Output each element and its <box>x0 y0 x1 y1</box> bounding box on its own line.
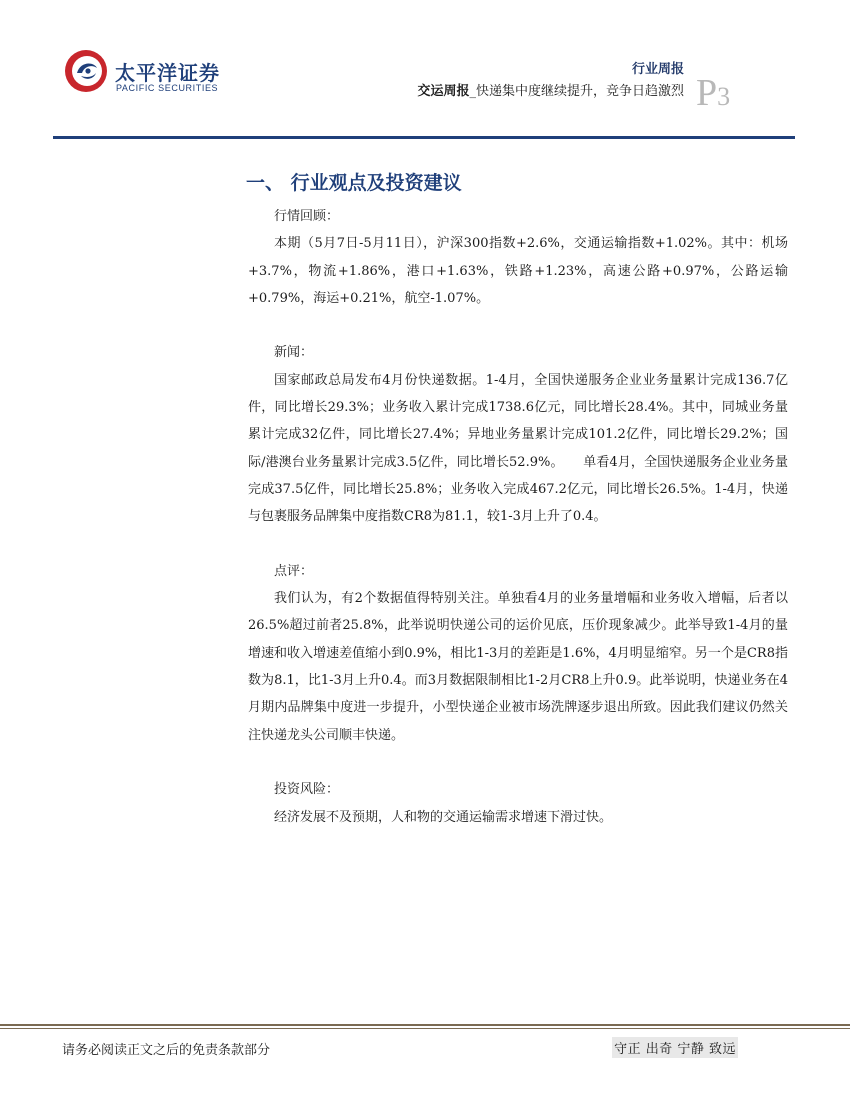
footer-disclaimer: 请务必阅读正文之后的免责条款部分 <box>62 1043 271 1058</box>
logo-chinese-name: 太平洋证券 <box>115 61 220 85</box>
company-logo <box>60 46 240 96</box>
footer-motto: 守正 出奇 宁静 致远 <box>612 1037 738 1058</box>
report-category: 行业周报 <box>631 62 684 77</box>
comment-text: 我们认为，有2个数据值得特别关注。单独看4月的业务量增幅和业务收入增幅，后者以26.5%超过前者25.8%，此举说明快递公司的运价见底，压价现象减少。此举导致1-4月的量增速和收入增速差值缩小到0.9%，相比1-3月的差距是1.6%，4月明显缩窄。另一个是CR8指数为8.1，比1-3月上升0.4。而3月数据限制相比1-2月CR8上升0.9。此举说明，快递业务在4月期内品牌集中度进一步提升，小型快递企业被市场洗牌逐步退出所致。因此我们建议仍然关注快递龙头公司顺丰快递。 <box>248 591 788 743</box>
page-digit: 3 <box>717 82 731 111</box>
spacer <box>248 531 788 558</box>
spacer <box>248 312 788 339</box>
page-letter: P <box>696 72 718 114</box>
spacer <box>248 749 788 776</box>
report-title-bold: 交运周报 <box>417 84 470 99</box>
header-rule <box>53 136 795 139</box>
news-heading: 新闻： <box>274 345 314 361</box>
news-text: 国家邮政总局发布4月份快递数据。1-4月，全国快递服务企业业务量累计完成136.7亿件，同比增长29.3%；业务收入累计完成1738.6亿元，同比增长28.4%。其中，同城业务量累计完成32亿件，同比增长27.4%；异地业务量累计完成101.2亿件，同比增长29.2%；国际/港澳台业务量累计完成3.5亿件，同比增长52.9%。 单看4月，全国快递服务企业业务量完成37.5亿件，同比增长25.8%；业务收入完成467.2亿元，同比增长26.5%。1-4月，快递与包裹服务品牌集中度指数CR8为81.1，较1-3月上升了0.4。 <box>248 372 788 525</box>
report-title-rest: _快递集中度继续提升，竞争日趋激烈 <box>469 84 684 99</box>
comment-heading: 点评： <box>274 563 314 579</box>
footer-rule-thin <box>0 1028 850 1029</box>
pacific-securities-logo-icon <box>60 46 110 96</box>
page-number <box>696 74 730 112</box>
risk-text: 经济发展不及预期，人和物的交通运输需求增速下滑过快。 <box>274 809 613 825</box>
section-title: 一、 行业观点及投资建议 <box>246 172 462 194</box>
report-title <box>330 80 684 99</box>
report-body <box>248 203 788 831</box>
market-review-heading: 行情回顾： <box>274 209 340 224</box>
logo-english-name: PACIFIC SECURITIES <box>116 83 219 93</box>
footer-rule <box>0 1024 850 1026</box>
market-review-text: 本期（5月7日-5月11日），沪深300指数+2.6%，交通运输指数+1.02%。其中：机场+3.7%，物流+1.86%，港口+1.63%，铁路+1.23%，高速公路+0.97%，公路运输+0.79%，海运+0.21%，航空-1.07%。 <box>248 236 788 306</box>
risk-heading: 投资风险： <box>274 782 340 798</box>
